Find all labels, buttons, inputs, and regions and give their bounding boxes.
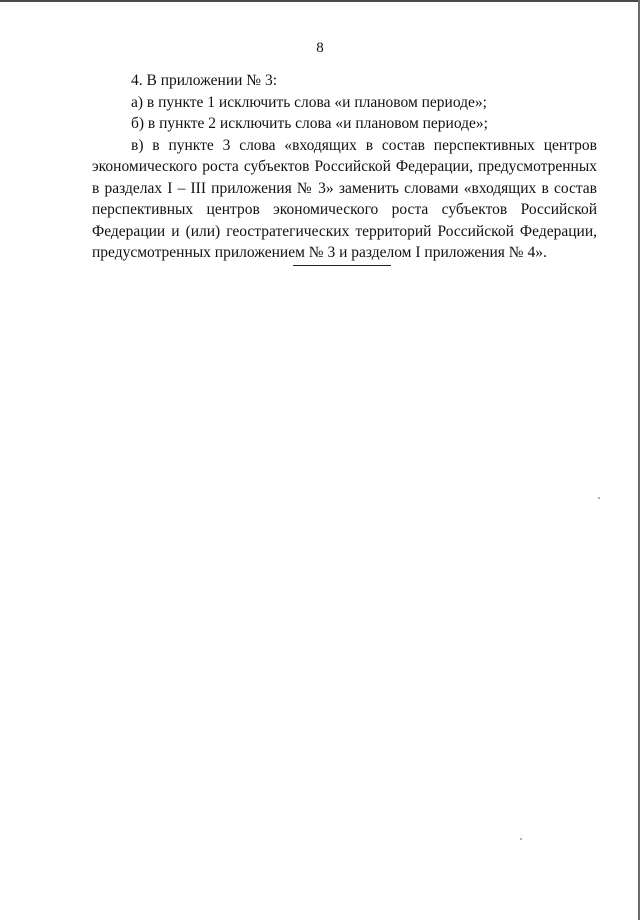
scan-speck xyxy=(520,838,522,840)
scan-speck xyxy=(598,497,600,499)
paragraph-subitem-b: б) в пункте 2 исключить слова «и плановом периоде»; xyxy=(131,115,488,132)
document-body xyxy=(92,70,597,264)
page-number: 8 xyxy=(316,40,324,56)
scan-edge-top xyxy=(0,0,640,2)
closing-divider-line xyxy=(293,265,391,266)
paragraph-subitem-v: в) в пункте 3 слова «входящих в состав перспективных центров экономического роста субъектов Российской Федерации, предусмотренных в разделах I – III приложения № 3» заменить словами «входящих в состав перспективных центров экономического роста субъектов Российской Федерации и (или) геостратегических территорий Российской Федерации, предусмотренных приложением № 3 и разделом I приложения № 4». xyxy=(92,136,597,261)
paragraph-item-4: 4. В приложении № 3: xyxy=(131,72,278,89)
paragraph-subitem-a: а) в пункте 1 исключить слова «и плановом периоде»; xyxy=(131,93,487,111)
